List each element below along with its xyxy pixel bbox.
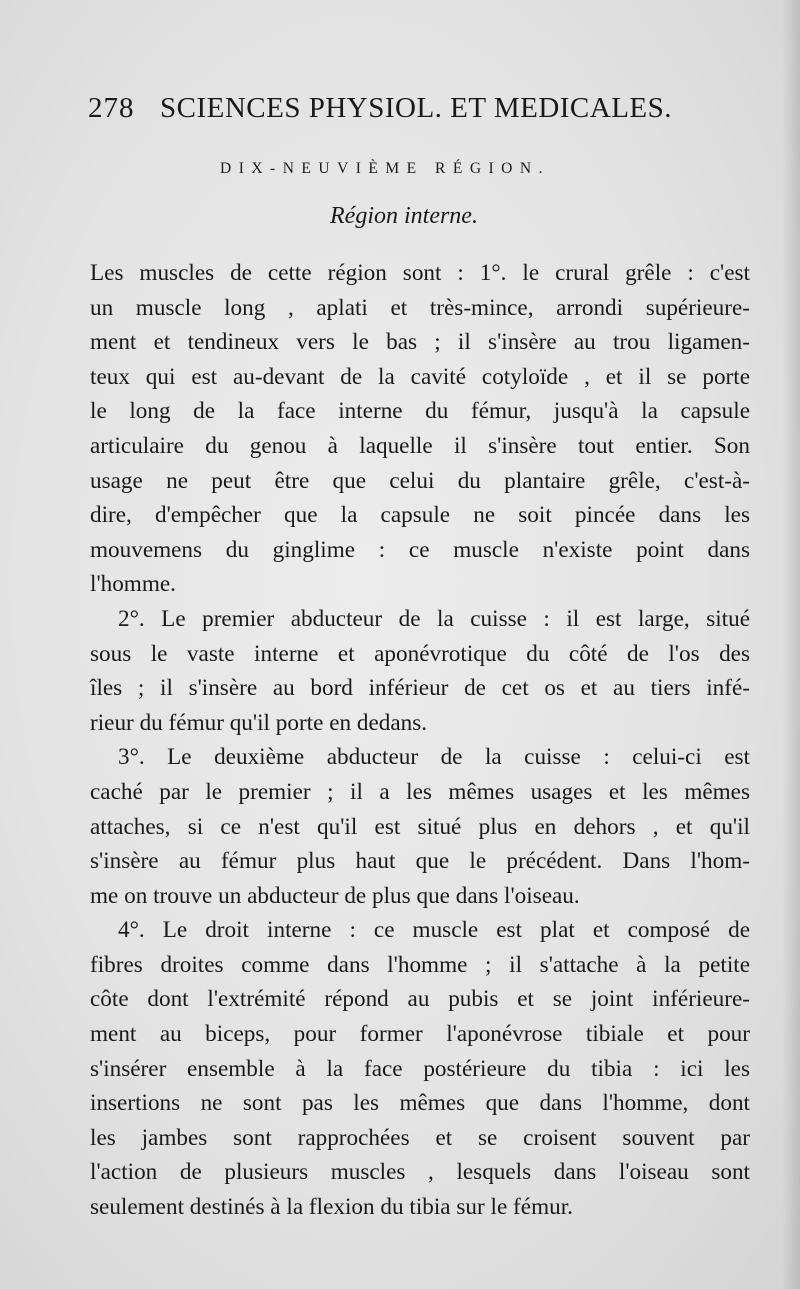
text-line: usage ne peut être que celui du plantaire grêle, c'est-à- (90, 467, 750, 494)
text-line: 2°. Le premier abducteur de la cuisse : il est large, situé (118, 605, 750, 632)
text-line: un muscle long , aplati et très-mince, arrondi supérieure- (90, 294, 750, 321)
text-line: ment au biceps, pour former l'aponévrose tibiale et pour (90, 1021, 750, 1048)
text-line: insertions ne sont pas les mêmes que dans l'homme, dont (90, 1090, 750, 1117)
text-line: teux qui est au-devant de la cavité cotyloïde , et il se porte (90, 363, 750, 390)
text-line: caché par le premier ; il a les mêmes usages et les mêmes (90, 778, 750, 805)
text-line: articulaire du genou à laquelle il s'insère tout entier. Son (90, 432, 750, 459)
text-line: sous le vaste interne et aponévrotique du côté de l'os des (90, 640, 750, 667)
page-number: 278 (88, 92, 135, 124)
text-line: côte dont l'extrémité répond au pubis et se joint inférieure- (90, 986, 750, 1013)
text-line: seulement destinés à la flexion du tibia sur le fémur. (90, 1194, 573, 1221)
text-line: les jambes sont rapprochées et se croisent souvent par (90, 1124, 750, 1151)
body-text (90, 256, 750, 1225)
text-line: s'insère au fémur plus haut que le précédent. Dans l'hom- (90, 848, 750, 875)
text-line: ment et tendineux vers le bas ; il s'insère au trou ligamen- (90, 329, 750, 356)
text-line: rieur du fémur qu'il porte en dedans. (90, 709, 428, 736)
text-line: le long de la face interne du fémur, jusqu'à la capsule (90, 398, 750, 425)
text-line: me on trouve un abducteur de plus que dans l'oiseau. (90, 882, 580, 909)
text-line: l'homme. (90, 571, 176, 598)
text-line: s'insérer ensemble à la face postérieure du tibia : ici les (90, 1055, 750, 1082)
text-line: mouvemens du ginglime : ce muscle n'existe point dans (90, 536, 750, 563)
text-line: îles ; il s'insère au bord inférieur de cet os et au tiers infé- (90, 675, 750, 702)
page-header (88, 92, 708, 134)
subsection-title: Région interne. (330, 203, 478, 229)
text-line: dire, d'empêcher que la capsule ne soit pincée dans les (90, 502, 750, 529)
text-line: Les muscles de cette région sont : 1°. le crural grêle : c'est (90, 260, 750, 286)
text-line: attaches, si ce n'est qu'il est situé plus en dehors , et qu'il (90, 813, 750, 840)
text-line: 3°. Le deuxième abducteur de la cuisse : celui-ci est (118, 744, 750, 771)
text-line: l'action de plusieurs muscles , lesquels dans l'oiseau sont (90, 1159, 750, 1186)
text-line: fibres droites comme dans l'homme ; il s'attache à la petite (90, 951, 750, 978)
text-line: 4°. Le droit interne : ce muscle est plat et composé de (118, 917, 750, 944)
running-title: SCIENCES PHYSIOL. ET MEDICALES. (160, 92, 673, 124)
section-title: DIX-NEUVIÈME RÉGION. (220, 160, 550, 177)
page-edge-shadow (782, 0, 800, 1289)
